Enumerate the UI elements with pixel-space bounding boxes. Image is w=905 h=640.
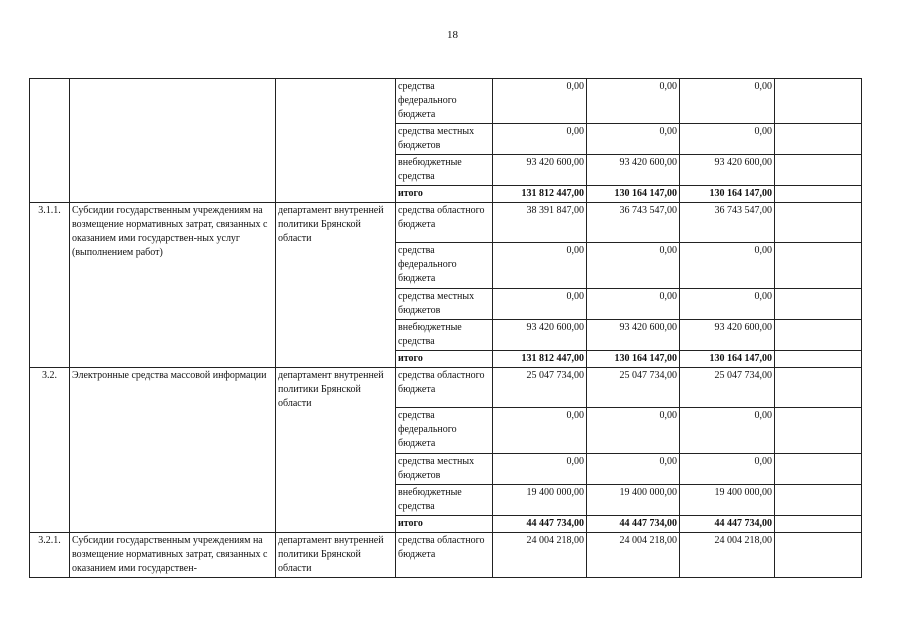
amount-year-3: 25 047 734,00 xyxy=(680,368,775,408)
amount-year-3: 19 400 000,00 xyxy=(680,485,775,516)
empty-cell xyxy=(775,124,862,155)
amount-year-2: 36 743 547,00 xyxy=(587,203,680,243)
budget-table-body xyxy=(30,79,862,578)
funding-source: внебюджетные средства xyxy=(396,485,493,516)
amount-year-2: 130 164 147,00 xyxy=(587,186,680,203)
empty-cell xyxy=(775,368,862,408)
amount-year-1: 0,00 xyxy=(493,408,587,454)
amount-year-3: 93 420 600,00 xyxy=(680,155,775,186)
amount-year-3: 0,00 xyxy=(680,408,775,454)
amount-year-1: 44 447 734,00 xyxy=(493,516,587,533)
item-executor: департамент внутренней политики Брянской области xyxy=(276,368,396,533)
amount-year-2: 93 420 600,00 xyxy=(587,320,680,351)
amount-year-2: 0,00 xyxy=(587,454,680,485)
funding-row xyxy=(30,368,862,408)
amount-year-3: 93 420 600,00 xyxy=(680,320,775,351)
empty-cell xyxy=(775,533,862,578)
amount-year-3: 0,00 xyxy=(680,454,775,485)
amount-year-3: 0,00 xyxy=(680,124,775,155)
item-number: 3.2.1. xyxy=(30,533,70,578)
funding-source: итого xyxy=(396,351,493,368)
item-name xyxy=(70,79,276,203)
empty-cell xyxy=(775,408,862,454)
funding-source: средства федерального бюджета xyxy=(396,243,493,289)
amount-year-1: 25 047 734,00 xyxy=(493,368,587,408)
item-name: Субсидии государственным учреждениям на возмещение нормативных затрат, связанных с оказанием ими государствен-ных услуг (выполнением работ) xyxy=(70,203,276,368)
amount-year-2: 25 047 734,00 xyxy=(587,368,680,408)
amount-year-1: 0,00 xyxy=(493,243,587,289)
item-name: Электронные средства массовой информации xyxy=(70,368,276,533)
empty-cell xyxy=(775,79,862,124)
budget-table xyxy=(29,78,862,578)
funding-source: средства федерального бюджета xyxy=(396,408,493,454)
amount-year-2: 0,00 xyxy=(587,243,680,289)
empty-cell xyxy=(775,351,862,368)
amount-year-3: 0,00 xyxy=(680,243,775,289)
funding-source: средства областного бюджета xyxy=(396,533,493,578)
amount-year-2: 93 420 600,00 xyxy=(587,155,680,186)
amount-year-1: 93 420 600,00 xyxy=(493,320,587,351)
empty-cell xyxy=(775,454,862,485)
empty-cell xyxy=(775,186,862,203)
amount-year-2: 0,00 xyxy=(587,124,680,155)
amount-year-2: 0,00 xyxy=(587,79,680,124)
amount-year-2: 0,00 xyxy=(587,289,680,320)
empty-cell xyxy=(775,243,862,289)
amount-year-1: 93 420 600,00 xyxy=(493,155,587,186)
funding-source: средства федерального бюджета xyxy=(396,79,493,124)
item-name: Субсидии государственным учреждениям на возмещение нормативных затрат, связанных с оказанием ими государствен- xyxy=(70,533,276,578)
amount-year-2: 44 447 734,00 xyxy=(587,516,680,533)
empty-cell xyxy=(775,516,862,533)
item-number xyxy=(30,79,70,203)
empty-cell xyxy=(775,289,862,320)
amount-year-3: 36 743 547,00 xyxy=(680,203,775,243)
empty-cell xyxy=(775,155,862,186)
empty-cell xyxy=(775,320,862,351)
funding-source: средства местных бюджетов xyxy=(396,124,493,155)
amount-year-1: 0,00 xyxy=(493,289,587,320)
page-number: 18 xyxy=(447,29,458,41)
amount-year-3: 0,00 xyxy=(680,79,775,124)
amount-year-1: 131 812 447,00 xyxy=(493,351,587,368)
funding-source: внебюджетные средства xyxy=(396,320,493,351)
item-number: 3.1.1. xyxy=(30,203,70,368)
amount-year-1: 19 400 000,00 xyxy=(493,485,587,516)
amount-year-3: 0,00 xyxy=(680,289,775,320)
funding-row xyxy=(30,203,862,243)
amount-year-1: 0,00 xyxy=(493,79,587,124)
amount-year-1: 38 391 847,00 xyxy=(493,203,587,243)
funding-source: внебюджетные средства xyxy=(396,155,493,186)
amount-year-3: 44 447 734,00 xyxy=(680,516,775,533)
amount-year-1: 0,00 xyxy=(493,124,587,155)
amount-year-2: 19 400 000,00 xyxy=(587,485,680,516)
amount-year-3: 24 004 218,00 xyxy=(680,533,775,578)
funding-source: средства местных бюджетов xyxy=(396,289,493,320)
funding-source: средства областного бюджета xyxy=(396,203,493,243)
funding-row xyxy=(30,533,862,578)
amount-year-3: 130 164 147,00 xyxy=(680,186,775,203)
amount-year-2: 24 004 218,00 xyxy=(587,533,680,578)
amount-year-2: 130 164 147,00 xyxy=(587,351,680,368)
item-number: 3.2. xyxy=(30,368,70,533)
funding-source: средства областного бюджета xyxy=(396,368,493,408)
empty-cell xyxy=(775,203,862,243)
funding-source: итого xyxy=(396,516,493,533)
amount-year-2: 0,00 xyxy=(587,408,680,454)
item-executor: департамент внутренней политики Брянской области xyxy=(276,533,396,578)
item-executor xyxy=(276,79,396,203)
item-executor: департамент внутренней политики Брянской области xyxy=(276,203,396,368)
funding-source: итого xyxy=(396,186,493,203)
funding-source: средства местных бюджетов xyxy=(396,454,493,485)
amount-year-3: 130 164 147,00 xyxy=(680,351,775,368)
amount-year-1: 0,00 xyxy=(493,454,587,485)
amount-year-1: 131 812 447,00 xyxy=(493,186,587,203)
funding-row xyxy=(30,79,862,124)
empty-cell xyxy=(775,485,862,516)
amount-year-1: 24 004 218,00 xyxy=(493,533,587,578)
